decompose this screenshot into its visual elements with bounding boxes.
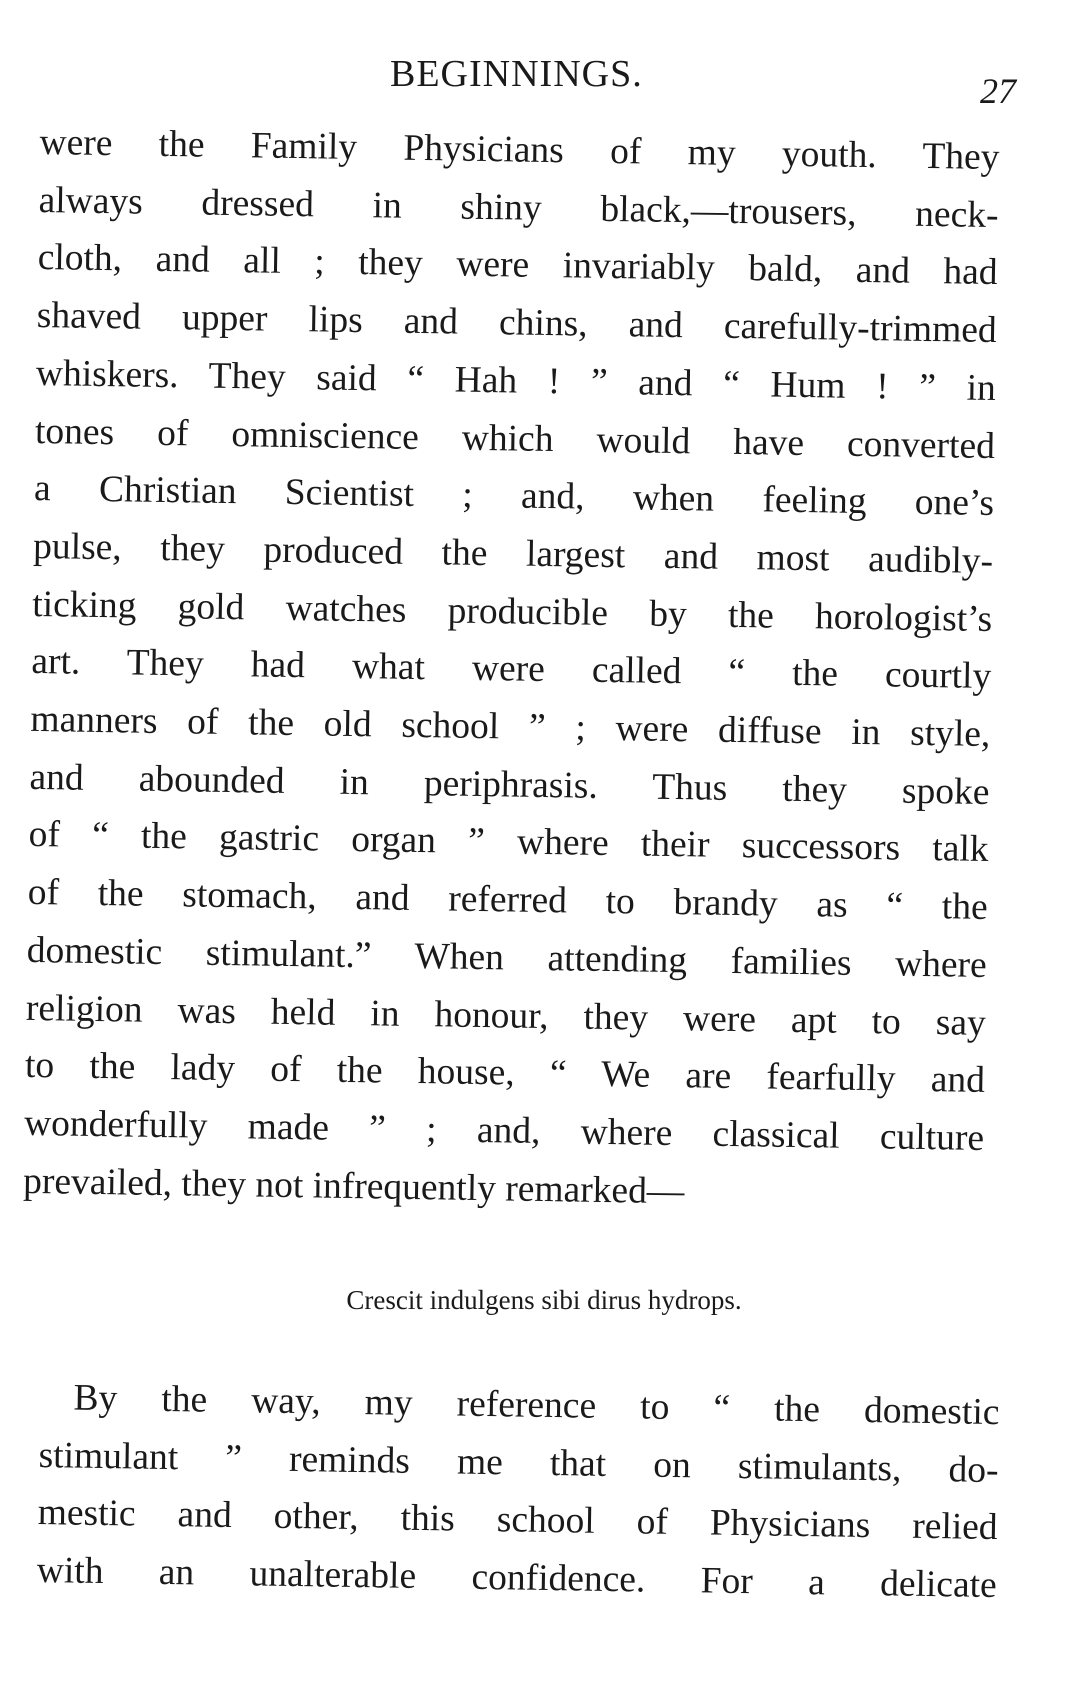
text-line: cloth, and all ; they were invariably bald, and had xyxy=(37,237,998,294)
text-line: always dressed in shiny black,—trousers, neck- xyxy=(38,179,999,236)
text-line: pulse, they produced the largest and most audibly- xyxy=(32,525,994,582)
text-line: a Christian Scientist ; and, when feeling one’s xyxy=(33,468,995,525)
text-line: whiskers. They said “ Hah ! ” and “ Hum ! ” in xyxy=(35,352,997,409)
text-line: with an unalterable confidence. For a delicate xyxy=(36,1550,998,1607)
paragraph-2 xyxy=(36,1369,1000,1615)
text-line: to the lady of the house, “ We are fearfully and xyxy=(24,1045,986,1102)
text-line: prevailed, they not infrequently remarked— xyxy=(22,1160,685,1212)
text-line: religion was held in honour, they were apt to say xyxy=(25,987,987,1044)
text-line: wonderfully made ” ; and, where classical culture xyxy=(23,1102,985,1159)
latin-quotation: Crescit indulgens sibi dirus hydrops. xyxy=(346,1285,742,1315)
text-line: shaved upper lips and chins, and carefully-trimmed xyxy=(36,295,998,352)
running-title: BEGINNINGS. xyxy=(390,53,643,95)
page-number: 27 xyxy=(980,71,1016,111)
text-line: domestic stimulant.” When attending families where xyxy=(26,929,988,986)
text-line: were the Family Physicians of my youth. They xyxy=(39,121,1000,179)
text-line: mestic and other, this school of Physicians relied xyxy=(37,1492,998,1549)
text-line: of “ the gastric organ ” where their successors talk xyxy=(28,814,989,871)
text-line: and abounded in periphrasis. Thus they spoke xyxy=(29,756,990,813)
text-line: tones of omniscience which would have converted xyxy=(34,410,996,467)
text-line: ticking gold watches producible by the horologist’s xyxy=(31,583,993,640)
paragraph-1 xyxy=(23,114,1000,1225)
text-line: stimulant ” reminds me that on stimulants, do- xyxy=(38,1434,999,1491)
text-line: manners of the old school ” ; were diffuse in style, xyxy=(30,698,991,756)
text-line: art. They had what were called “ the courtly xyxy=(31,641,992,698)
text-line: By the way, my reference to “ the domestic xyxy=(73,1377,1000,1434)
text-line: of the stomach, and referred to brandy as “ the xyxy=(27,872,988,929)
